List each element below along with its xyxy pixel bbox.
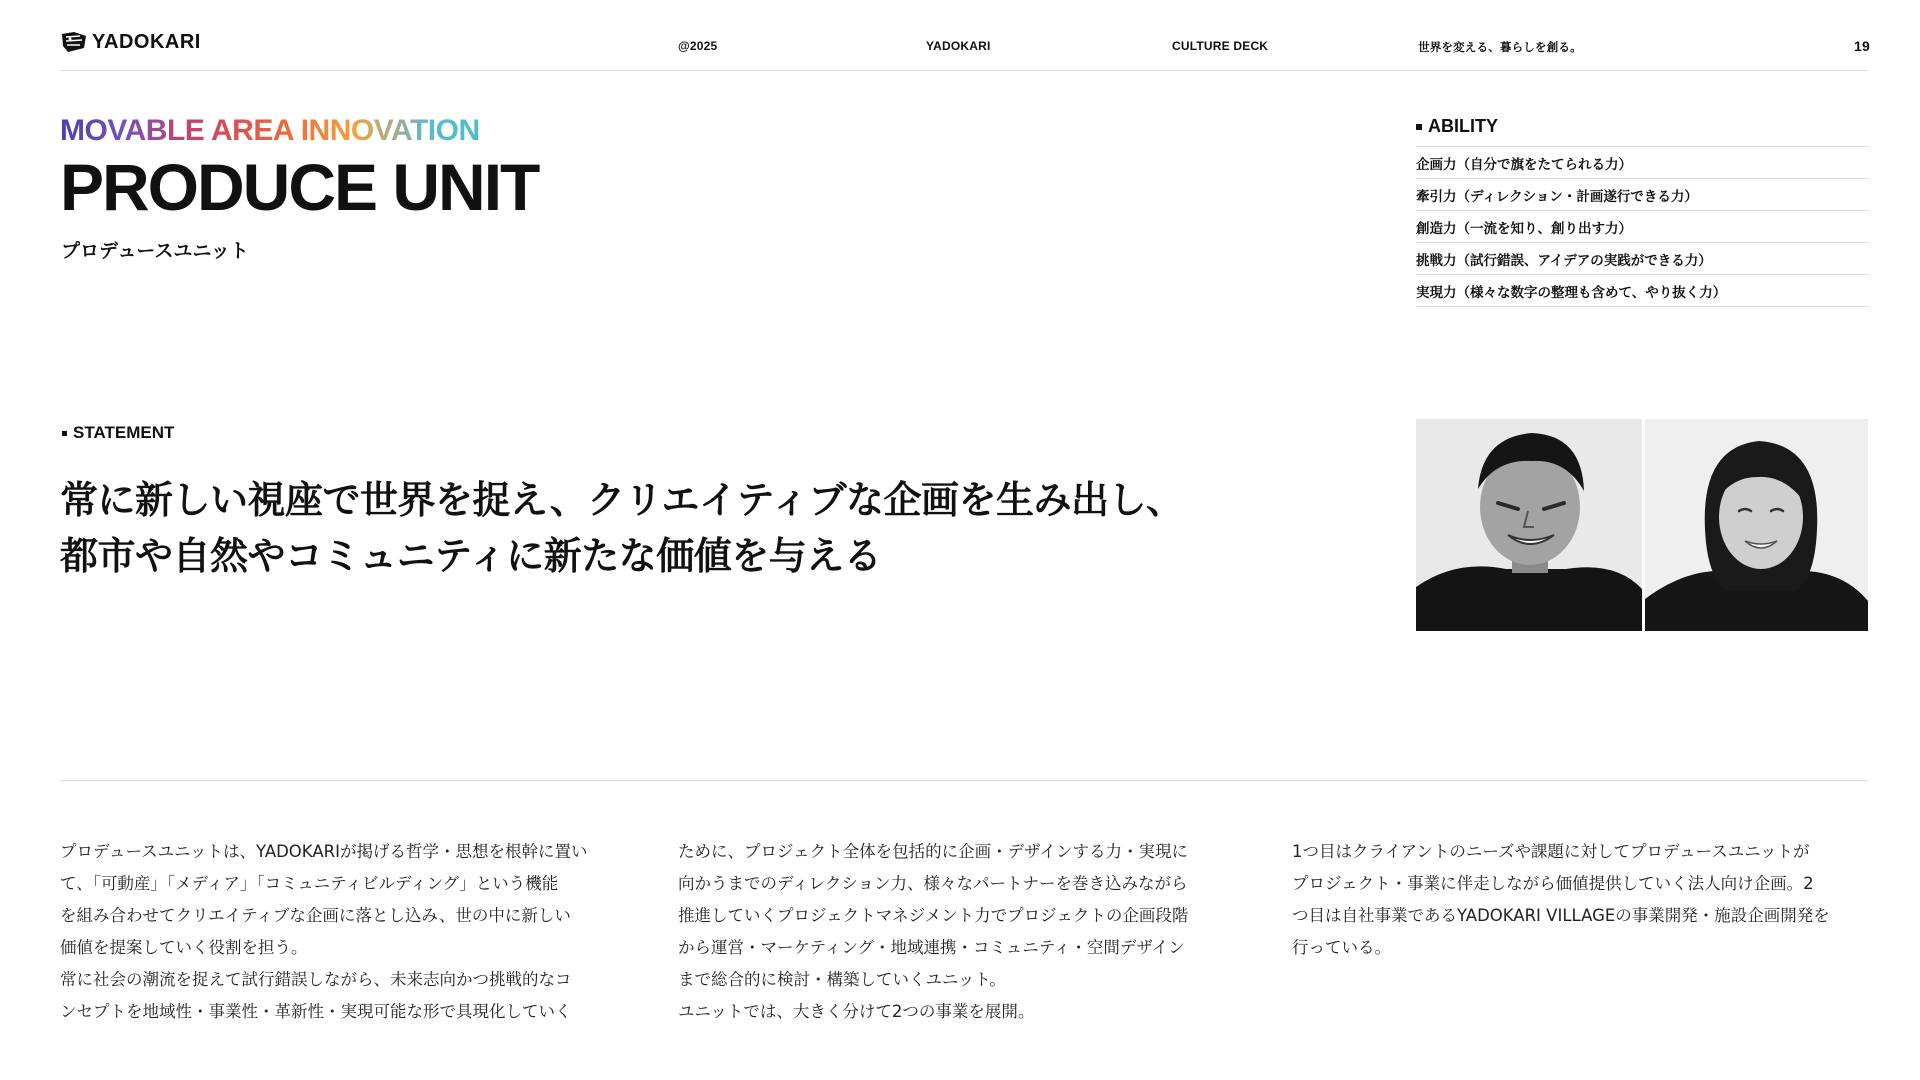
hermit-crab-logo-icon xyxy=(60,30,88,54)
unit-eyebrow: MOVABLE AREA INNOVATION xyxy=(60,114,480,147)
ability-item: 実現力（様々な数字の整理も含めて、やり抜く力） xyxy=(1416,275,1868,307)
ability-item: 企画力（自分で旗をたてられる力） xyxy=(1416,147,1868,179)
header-company: YADOKARI xyxy=(926,39,991,53)
ability-heading-label: ABILITY xyxy=(1428,116,1498,136)
body-column-2 xyxy=(678,836,1258,1028)
body-line: 1つ目はクライアントのニーズや課題に対してプロデュースユニットが xyxy=(1292,842,1810,861)
body-line: て、「可動産」「メディア」「コミュニティビルディング」という機能 xyxy=(60,874,559,893)
member-photo-man xyxy=(1416,419,1642,631)
bullet-square-icon xyxy=(62,431,67,436)
header-divider xyxy=(60,70,1868,71)
ability-heading xyxy=(1416,116,1498,137)
yadokari-logo[interactable] xyxy=(60,30,201,54)
body-line: 向かうまでのディレクション力、様々なパートナーを巻き込みながら xyxy=(678,874,1188,893)
page-number: 19 xyxy=(1854,38,1870,54)
body-line: 行っている。 xyxy=(1292,938,1391,957)
header-section: CULTURE DECK xyxy=(1172,39,1269,53)
ability-item: 創造力（一流を知り、創り出す力） xyxy=(1416,211,1868,243)
body-column-1 xyxy=(60,836,640,1028)
section-divider xyxy=(60,780,1868,781)
statement-line: 都市や自然やコミュニティに新たな価値を与える xyxy=(60,534,882,578)
body-line: 常に社会の潮流を捉えて試行錯誤しながら、未来志向かつ挑戦的なコ xyxy=(60,970,572,989)
statement-heading-label: STATEMENT xyxy=(73,423,175,442)
body-line: を組み合わせてクリエイティブな企画に落とし込み、世の中に新しい xyxy=(60,906,571,925)
body-line: 価値を提案していく役割を担う。 xyxy=(60,938,308,957)
ability-item: 挑戦力（試行錯誤、アイデアの実践ができる力） xyxy=(1416,243,1868,275)
ability-item: 牽引力（ディレクション・計画遂行できる力） xyxy=(1416,179,1868,211)
body-line: ユニットでは、大きく分けて2つの事業を展開。 xyxy=(678,1002,1035,1021)
logo-text: YADOKARI xyxy=(92,30,201,53)
body-line: 推進していくプロジェクトマネジメント力でプロジェクトの企画段階 xyxy=(678,906,1189,925)
page-subtitle: プロデュースユニット xyxy=(61,240,249,262)
header-copyright: @2025 xyxy=(678,39,718,53)
body-line: プロデュースユニットは、YADOKARIが掲げる哲学・思想を根幹に置い xyxy=(60,842,588,861)
body-column-3 xyxy=(1292,836,1872,964)
header-tagline: 世界を変える、暮らしを創る。 xyxy=(1418,40,1582,54)
page-title: PRODUCE UNIT xyxy=(60,150,539,224)
ability-list xyxy=(1416,146,1868,307)
body-line: プロジェクト・事業に伴走しながら価値提供していく法人向け企画。2 xyxy=(1292,874,1814,893)
member-photo-woman xyxy=(1645,419,1868,631)
bullet-square-icon xyxy=(1416,124,1422,130)
body-line: まで総合的に検討・構築していくユニット。 xyxy=(678,970,1006,989)
body-line: ために、プロジェクト全体を包括的に企画・デザインする力・実現に xyxy=(678,842,1189,861)
body-line: ンセプトを地域性・事業性・革新性・実現可能な形で具現化していく xyxy=(60,1002,572,1021)
statement-text xyxy=(60,472,1260,584)
body-line: から運営・マーケティング・地域連携・コミュニティ・空間デザイン xyxy=(678,938,1185,957)
statement-line: 常に新しい視座で世界を捉え、クリエイティブな企画を生み出し、 xyxy=(60,478,1184,522)
statement-heading xyxy=(62,423,174,443)
body-line: つ目は自社事業であるYADOKARI VILLAGEの事業開発・施設企画開発を xyxy=(1292,906,1830,925)
